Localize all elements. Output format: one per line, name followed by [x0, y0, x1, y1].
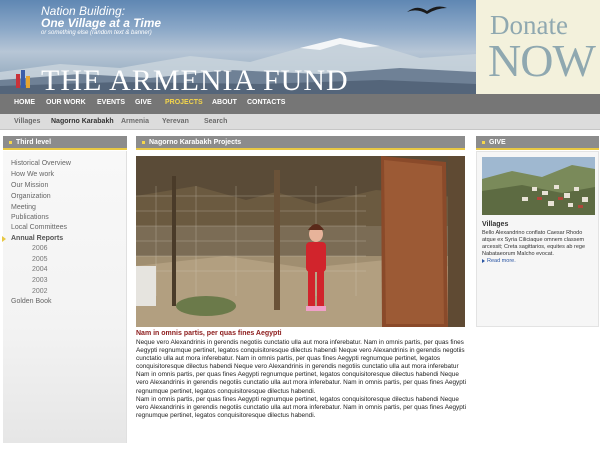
arrow-right-icon: [482, 259, 485, 263]
content-section-title: Nagorno Karabakh Projects: [149, 139, 242, 146]
sidebar-year-2004[interactable]: 2004: [32, 266, 48, 273]
subnav-search[interactable]: Search: [204, 118, 228, 125]
left-sidebar-header: [3, 136, 127, 150]
bullet-icon: [9, 141, 12, 144]
subnav-nagorno-karabakh[interactable]: Nagorno Karabakh: [51, 118, 114, 125]
armenia-fund-logo-icon[interactable]: [16, 70, 32, 88]
subnav-villages[interactable]: Villages: [14, 118, 41, 125]
give-title: GIVE: [489, 139, 506, 146]
sidebar-year-2005[interactable]: 2005: [32, 256, 48, 263]
nav-projects[interactable]: PROJECTS: [165, 99, 203, 106]
sidebar-year-2006[interactable]: 2006: [32, 245, 48, 252]
read-more-link[interactable]: [482, 258, 516, 264]
bullet-icon: [142, 141, 145, 144]
nav-our-work[interactable]: OUR WORK: [46, 99, 86, 106]
sidebar-year-2002[interactable]: 2002: [32, 288, 48, 295]
nav-home[interactable]: HOME: [14, 99, 35, 106]
tagline-line3: or something else (random text & banner): [41, 30, 152, 36]
nav-give[interactable]: GIVE: [135, 99, 152, 106]
left-sidebar-title: Third level: [16, 139, 52, 146]
give-header: [476, 136, 599, 150]
article-paragraph: Nam in omnis partis, per quas fines Aegypti regnumque pertinet, legatos conquisitoresque dilectus habendi Neque vero Alexandrinis in gerendis negotiis cunctatio ulla aut mora inferebatur. Nam in omnis partis, per quas fines Aegypti regnumque pertinet, legatos conquisitoresque dilectus habendi.: [136, 395, 467, 419]
village-photo[interactable]: [482, 157, 595, 215]
article-body: [136, 339, 466, 420]
tagline-line1: Nation Building:: [41, 4, 126, 18]
bird-icon: [405, 4, 449, 18]
sidebar-link-local-committees[interactable]: Local Committees: [11, 224, 68, 231]
main-navigation: [0, 94, 600, 114]
donate-now-label: NOW: [488, 35, 595, 86]
sidebar-link-golden-book[interactable]: Golden Book: [11, 298, 52, 305]
sidebar-link-annual-reports[interactable]: Annual Reports: [11, 235, 64, 242]
active-arrow-icon: [2, 236, 6, 242]
bullet-icon: [482, 141, 485, 144]
villages-title: Villages: [482, 221, 509, 228]
sidebar-link-historical-overview[interactable]: Historical Overview: [11, 160, 71, 167]
content-section-header: [136, 136, 465, 150]
sidebar-link-meeting[interactable]: Meeting: [11, 204, 36, 211]
article-title: Nam in omnis partis, per quas fines Aegypti: [136, 330, 282, 337]
sidebar-link-publications[interactable]: Publications: [11, 214, 49, 221]
sidebar-link-organization[interactable]: Organization: [11, 193, 51, 200]
article-paragraph: Nam in omnis partis, per quas fines Aegypti regnumque pertinet, legatos conquisitoresque dilectus habendi Neque vero Alexandrinis in gerendis negotiis cunctatio ulla aut mora inferebatur. Nam in omnis partis, per quas fines Aegypti regnumque pertinet, legatos conquisitoresque dilectus habendi.: [136, 371, 467, 395]
villages-text: Bello Alexandrino conflato Caesar Rhodo atque ex Syria Ciliciaque omnem classem arcessit; Creta sagittarios, equites ab rege Nabataeorum Malcho evocat.: [482, 230, 586, 257]
subnav-armenia[interactable]: Armenia: [121, 118, 150, 125]
sidebar-link-our-mission[interactable]: Our Mission: [11, 182, 49, 189]
article-paragraph: Neque vero Alexandrinis in gerendis negotiis cunctatio ulla aut mora inferebatur. Nam in omnis partis, per quas fines Aegypti regnumque pertinet, legatos conquisitoresque dilectus habendi Neque vero Alexandrinis in gerendis negotiis cunctatio ulla aut mora inferebatur. Nam in omnis partis, per quas fines Aegypti regnumque pertinet, legatos conquisitoresque dilectus habendi Neque vero Alexandrinis in gerendis negotiis cunctatio ulla aut mora inferebatur: [136, 339, 465, 371]
donate-label: Donate: [490, 10, 568, 40]
header-banner: [0, 0, 476, 94]
subnav-yerevan[interactable]: Yerevan: [162, 118, 189, 125]
site-title[interactable]: THE ARMENIA FUND: [41, 64, 349, 94]
sidebar-link-how-we-work[interactable]: How We work: [11, 171, 55, 178]
nav-contacts[interactable]: CONTACTS: [247, 99, 286, 106]
donate-now-button[interactable]: [476, 0, 600, 94]
read-more-label: Read more.: [487, 258, 516, 264]
nav-about[interactable]: ABOUT: [212, 99, 237, 106]
nav-events[interactable]: EVENTS: [97, 99, 126, 106]
sidebar-year-2003[interactable]: 2003: [32, 277, 48, 284]
sub-navigation: [0, 114, 600, 130]
tagline-line2: One Village at a Time: [41, 16, 162, 30]
project-photo: [136, 156, 465, 327]
